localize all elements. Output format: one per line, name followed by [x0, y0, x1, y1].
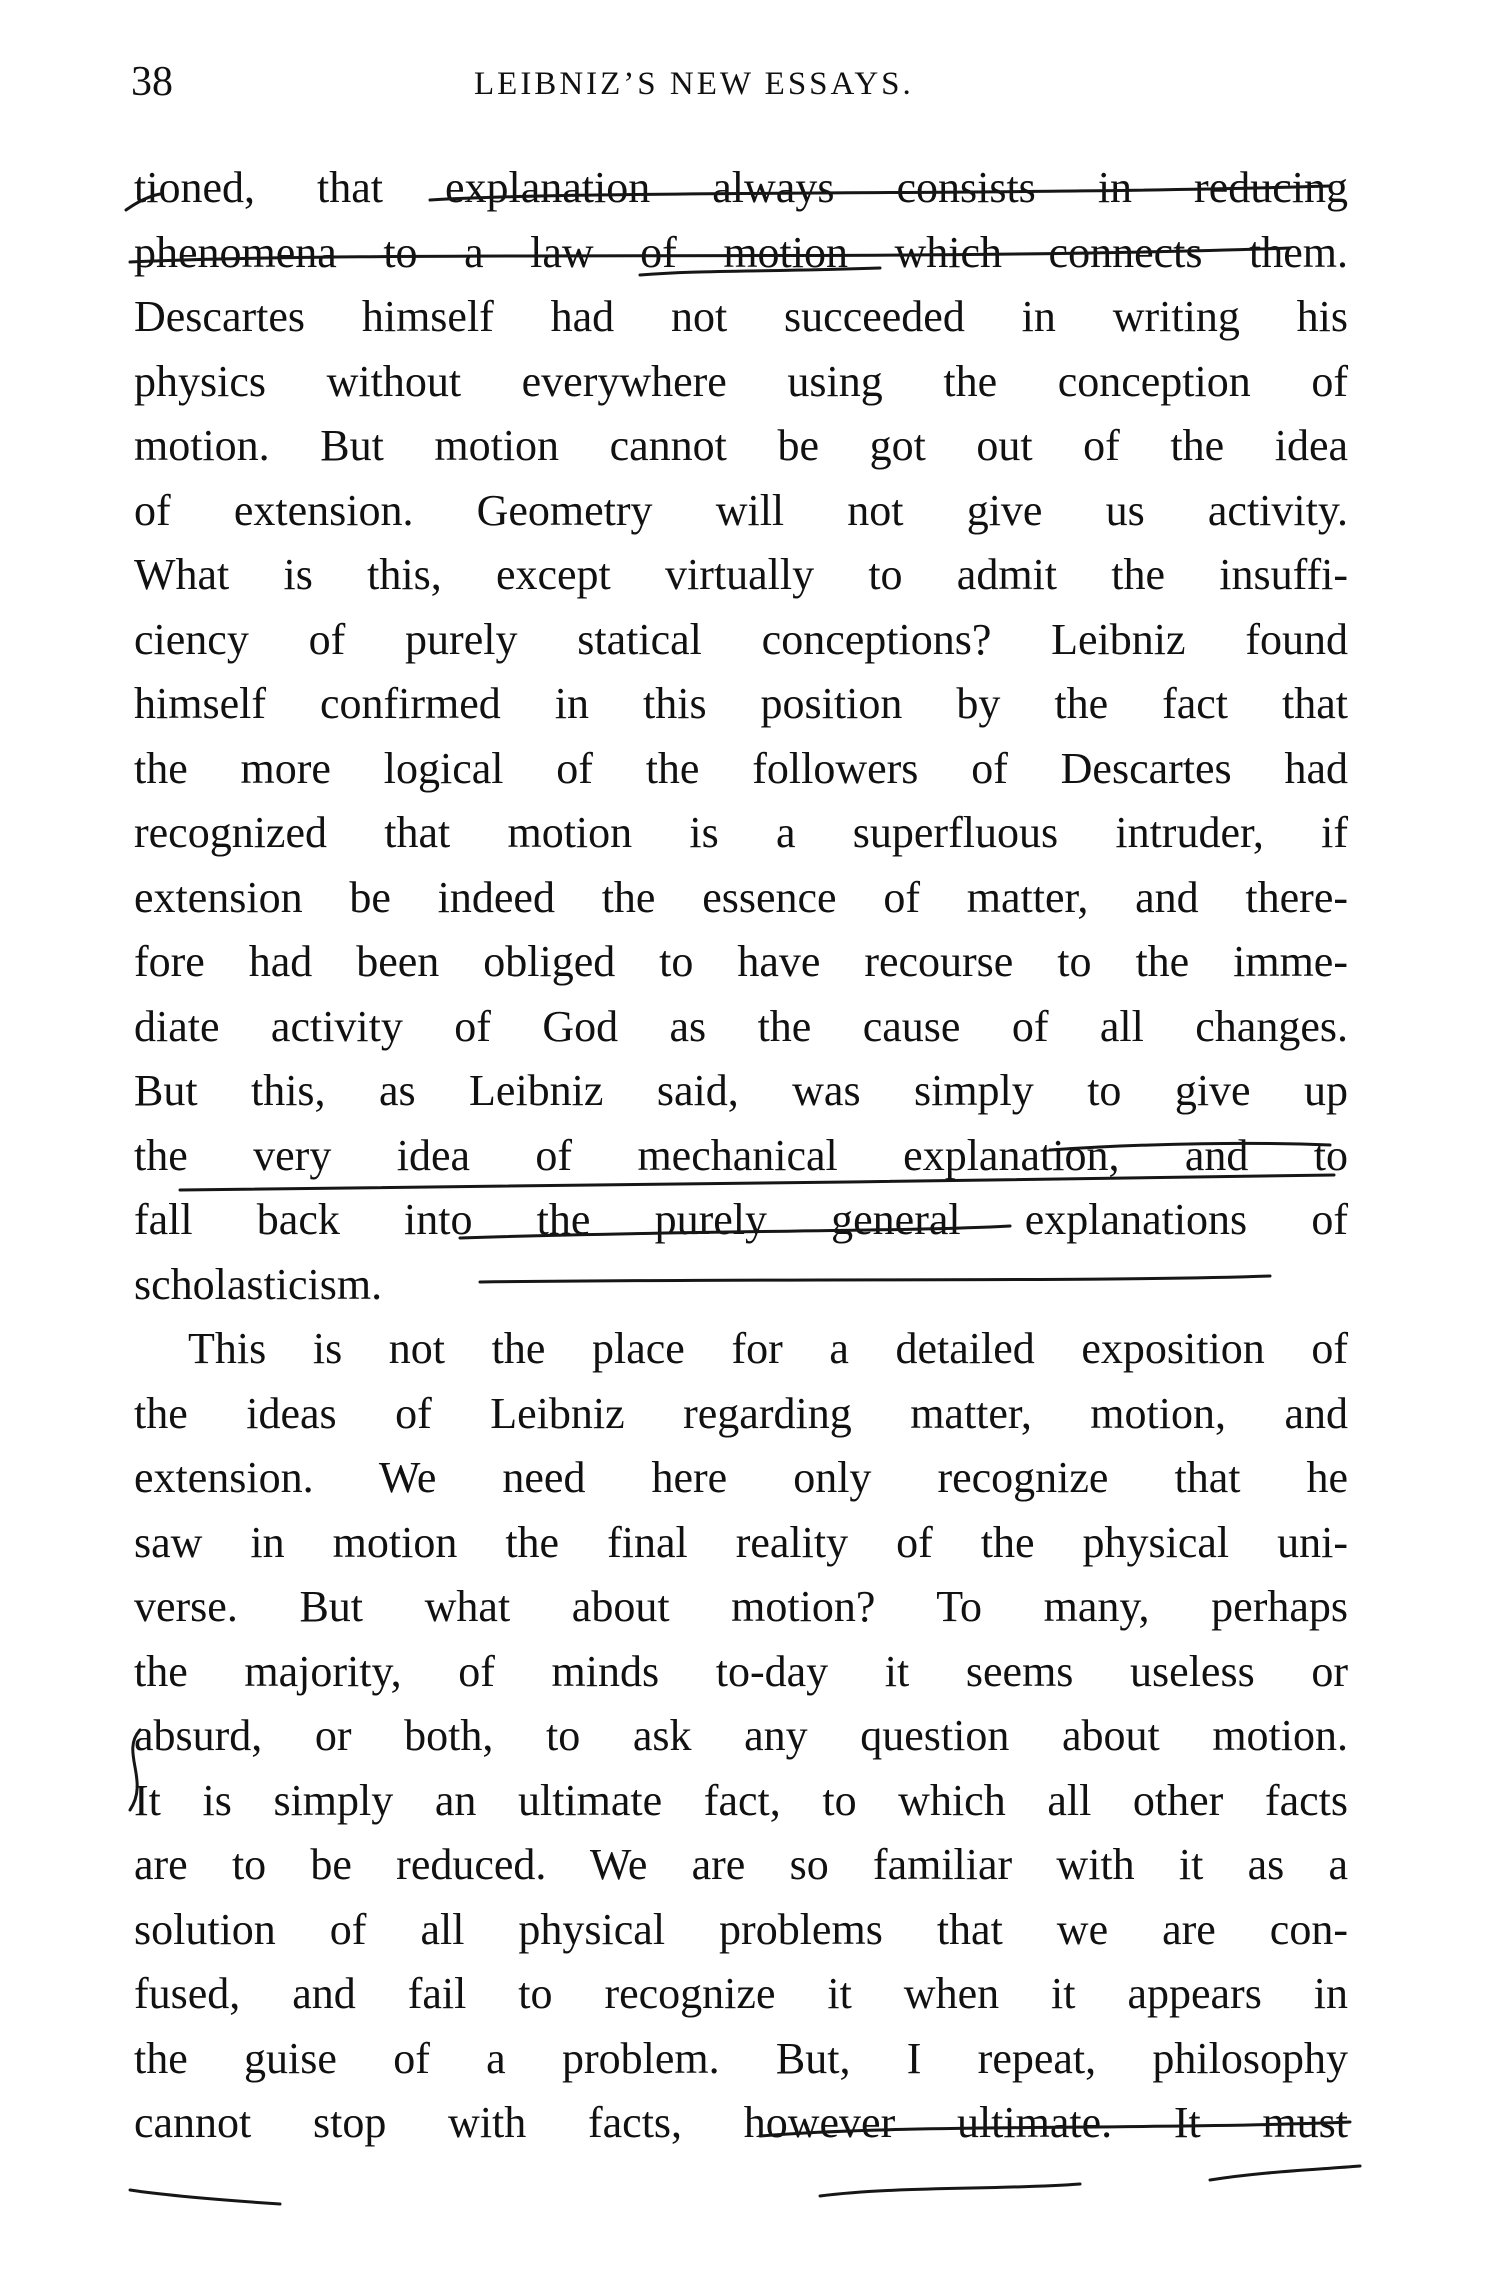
text-line: the very idea of mechanical explanation, and to	[134, 1130, 1348, 1180]
text-line: physics without everywhere using the conception of	[134, 356, 1348, 406]
text-line: are to be reduced. We are so familiar with it as a	[134, 1840, 1348, 1889]
text-line: diate activity of God as the cause of all changes.	[134, 1001, 1348, 1051]
body-text	[134, 156, 1348, 2156]
text-line: fall back into the purely general explanations of	[134, 1195, 1348, 1244]
pen-underline	[820, 2184, 1080, 2196]
text-line: the majority, of minds to-day it seems useless or	[134, 1646, 1348, 1696]
text-line: verse. But what about motion? To many, perhaps	[134, 1582, 1348, 1631]
text-line: the ideas of Leibniz regarding matter, motion, and	[134, 1388, 1348, 1438]
text-line: saw in motion the final reality of the physical uni-	[134, 1517, 1348, 1567]
pen-underline	[130, 2190, 280, 2204]
running-title: LEIBNIZ’S NEW ESSAYS.	[474, 66, 914, 102]
text-line: extension. We need here only recognize that he	[134, 1453, 1348, 1502]
text-line: fused, and fail to recognize it when it appears in	[134, 1969, 1348, 2018]
text-line: What is this, except virtually to admit the insuffi-	[134, 550, 1348, 599]
text-line: absurd, or both, to ask any question about motion.	[134, 1711, 1348, 1760]
paragraph-2	[134, 1317, 1348, 2156]
page-number: 38	[131, 59, 173, 105]
text-line: ciency of purely statical conceptions? Leibniz found	[134, 614, 1348, 664]
text-line: himself confirmed in this position by the fact that	[134, 679, 1348, 728]
pen-underline	[1210, 2166, 1360, 2180]
text-line: solution of all physical problems that we are con-	[134, 1904, 1348, 1954]
paragraph-1	[134, 156, 1348, 1317]
text-line: fore had been obliged to have recourse to the imme-	[134, 937, 1348, 986]
text-line: tioned, that explanation always consists in reducing	[134, 163, 1348, 212]
text-line: of extension. Geometry will not give us activity.	[134, 485, 1348, 535]
text-line: the more logical of the followers of Descartes had	[134, 743, 1348, 793]
text-line: It is simply an ultimate fact, to which all other facts	[134, 1775, 1348, 1825]
text-line: Descartes himself had not succeeded in writing his	[134, 292, 1348, 341]
text-line: cannot stop with facts, however ultimate. It must	[134, 2098, 1348, 2147]
text-line: phenomena to a law of motion which connects them.	[134, 227, 1348, 277]
page-header	[131, 52, 1349, 112]
text-line: extension be indeed the essence of matter, and there-	[134, 872, 1348, 922]
text-line: This is not the place for a detailed exposition of	[188, 1324, 1348, 1373]
text-line: But this, as Leibniz said, was simply to give up	[134, 1066, 1348, 1115]
text-line: the guise of a problem. But, I repeat, philosophy	[134, 2033, 1348, 2083]
text-line: motion. But motion cannot be got out of the idea	[134, 421, 1348, 470]
text-line: recognized that motion is a superfluous intruder, if	[134, 808, 1348, 857]
text-line: scholasticism.	[134, 1259, 383, 1309]
